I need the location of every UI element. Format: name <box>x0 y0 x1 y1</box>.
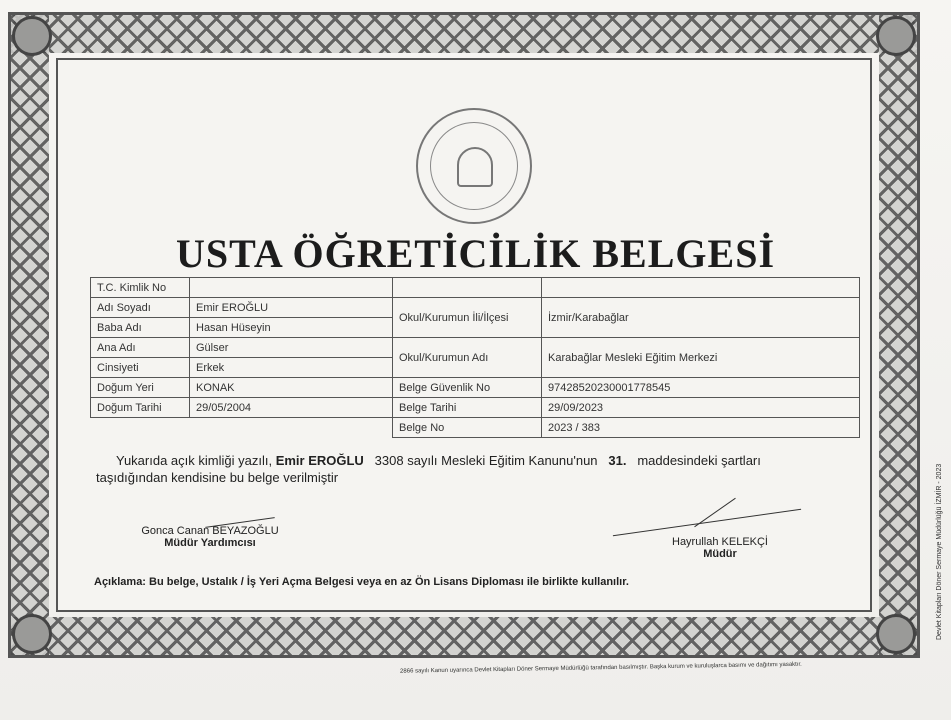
table-row <box>91 418 860 438</box>
birthplace-value: KONAK <box>190 378 393 398</box>
statement-name: Emir EROĞLU <box>275 453 364 468</box>
signer-name: Hayrullah KELEKÇİ <box>672 536 768 548</box>
info-table <box>90 277 860 438</box>
school-label: Okul/Kurumun Adı <box>393 338 542 378</box>
province-value: İzmir/Karabağlar <box>542 298 860 338</box>
signer-name: Gonca Canan BEYAZOĞLU <box>141 525 279 537</box>
footer-print-note: 2866 sayılı Kanun uyarınca Devlet Kitapları Döner Sermaye Müdürlüğü tarafından basılmıştır. Başka kurum ve kuruluşlarca basımı ve dağıtımı yasaktır. <box>399 661 802 675</box>
explanation-note: Açıklama: Bu belge, Ustalık / İş Yeri Açma Belgesi veya en az Ön Lisans Diploması ile birlikte kullanılır. <box>94 576 629 588</box>
side-print-note: Devlet Kitapları Döner Sermaye Müdürlüğü İZMİR - 2023 <box>936 463 943 640</box>
statement-text: maddesindeki şartları <box>637 453 761 468</box>
birthdate-value: 29/05/2004 <box>190 398 393 418</box>
mother-value: Gülser <box>190 338 393 358</box>
seal-ring <box>430 122 518 210</box>
statement-text: Yukarıda açık kimliği yazılı, <box>116 453 273 468</box>
table-row <box>91 278 860 298</box>
gender-label: Cinsiyeti <box>91 358 190 378</box>
corner-ornament-tl <box>12 16 52 56</box>
security-no-label: Belge Güvenlik No <box>393 378 542 398</box>
corner-ornament-tr <box>876 16 916 56</box>
statement-paragraph <box>96 452 856 486</box>
blank-cell <box>542 278 860 298</box>
mother-label: Ana Adı <box>91 338 190 358</box>
signature-left <box>130 525 290 549</box>
table-row <box>91 398 860 418</box>
tc-value <box>190 278 393 298</box>
seal-emblem-icon <box>457 147 493 187</box>
name-label: Adı Soyadı <box>91 298 190 318</box>
doc-date-label: Belge Tarihi <box>393 398 542 418</box>
table-row <box>91 338 860 358</box>
security-no-value: 97428520230001778545 <box>542 378 860 398</box>
blank-cell <box>91 418 190 438</box>
school-value: Karabağlar Mesleki Eğitim Merkezi <box>542 338 860 378</box>
province-label: Okul/Kurumun İli/İlçesi <box>393 298 542 338</box>
signature-right <box>635 536 805 560</box>
tc-label: T.C. Kimlik No <box>91 278 190 298</box>
ministry-seal-logo <box>416 108 532 224</box>
blank-cell <box>393 278 542 298</box>
certificate-title: USTA ÖĞRETİCİLİK BELGESİ <box>175 231 776 276</box>
statement-line-1 <box>96 452 856 469</box>
name-value: Emir EROĞLU <box>190 298 393 318</box>
signer-role: Müdür <box>703 548 737 560</box>
doc-no-value: 2023 / 383 <box>542 418 860 438</box>
birthplace-label: Doğum Yeri <box>91 378 190 398</box>
father-value: Hasan Hüseyin <box>190 318 393 338</box>
statement-line-2: taşıdığından kendisine bu belge verilmiştir <box>96 470 339 485</box>
gender-value: Erkek <box>190 358 393 378</box>
doc-date-value: 29/09/2023 <box>542 398 860 418</box>
doc-no-label: Belge No <box>393 418 542 438</box>
statement-article: 31. <box>608 453 627 468</box>
corner-ornament-bl <box>12 614 52 654</box>
statement-text: 3308 sayılı Mesleki Eğitim Kanunu'nun <box>374 453 598 468</box>
corner-ornament-br <box>876 614 916 654</box>
table-row <box>91 298 860 318</box>
birthdate-label: Doğum Tarihi <box>91 398 190 418</box>
father-label: Baba Adı <box>91 318 190 338</box>
blank-cell <box>190 418 393 438</box>
signer-role: Müdür Yardımcısı <box>164 537 256 549</box>
table-row <box>91 378 860 398</box>
